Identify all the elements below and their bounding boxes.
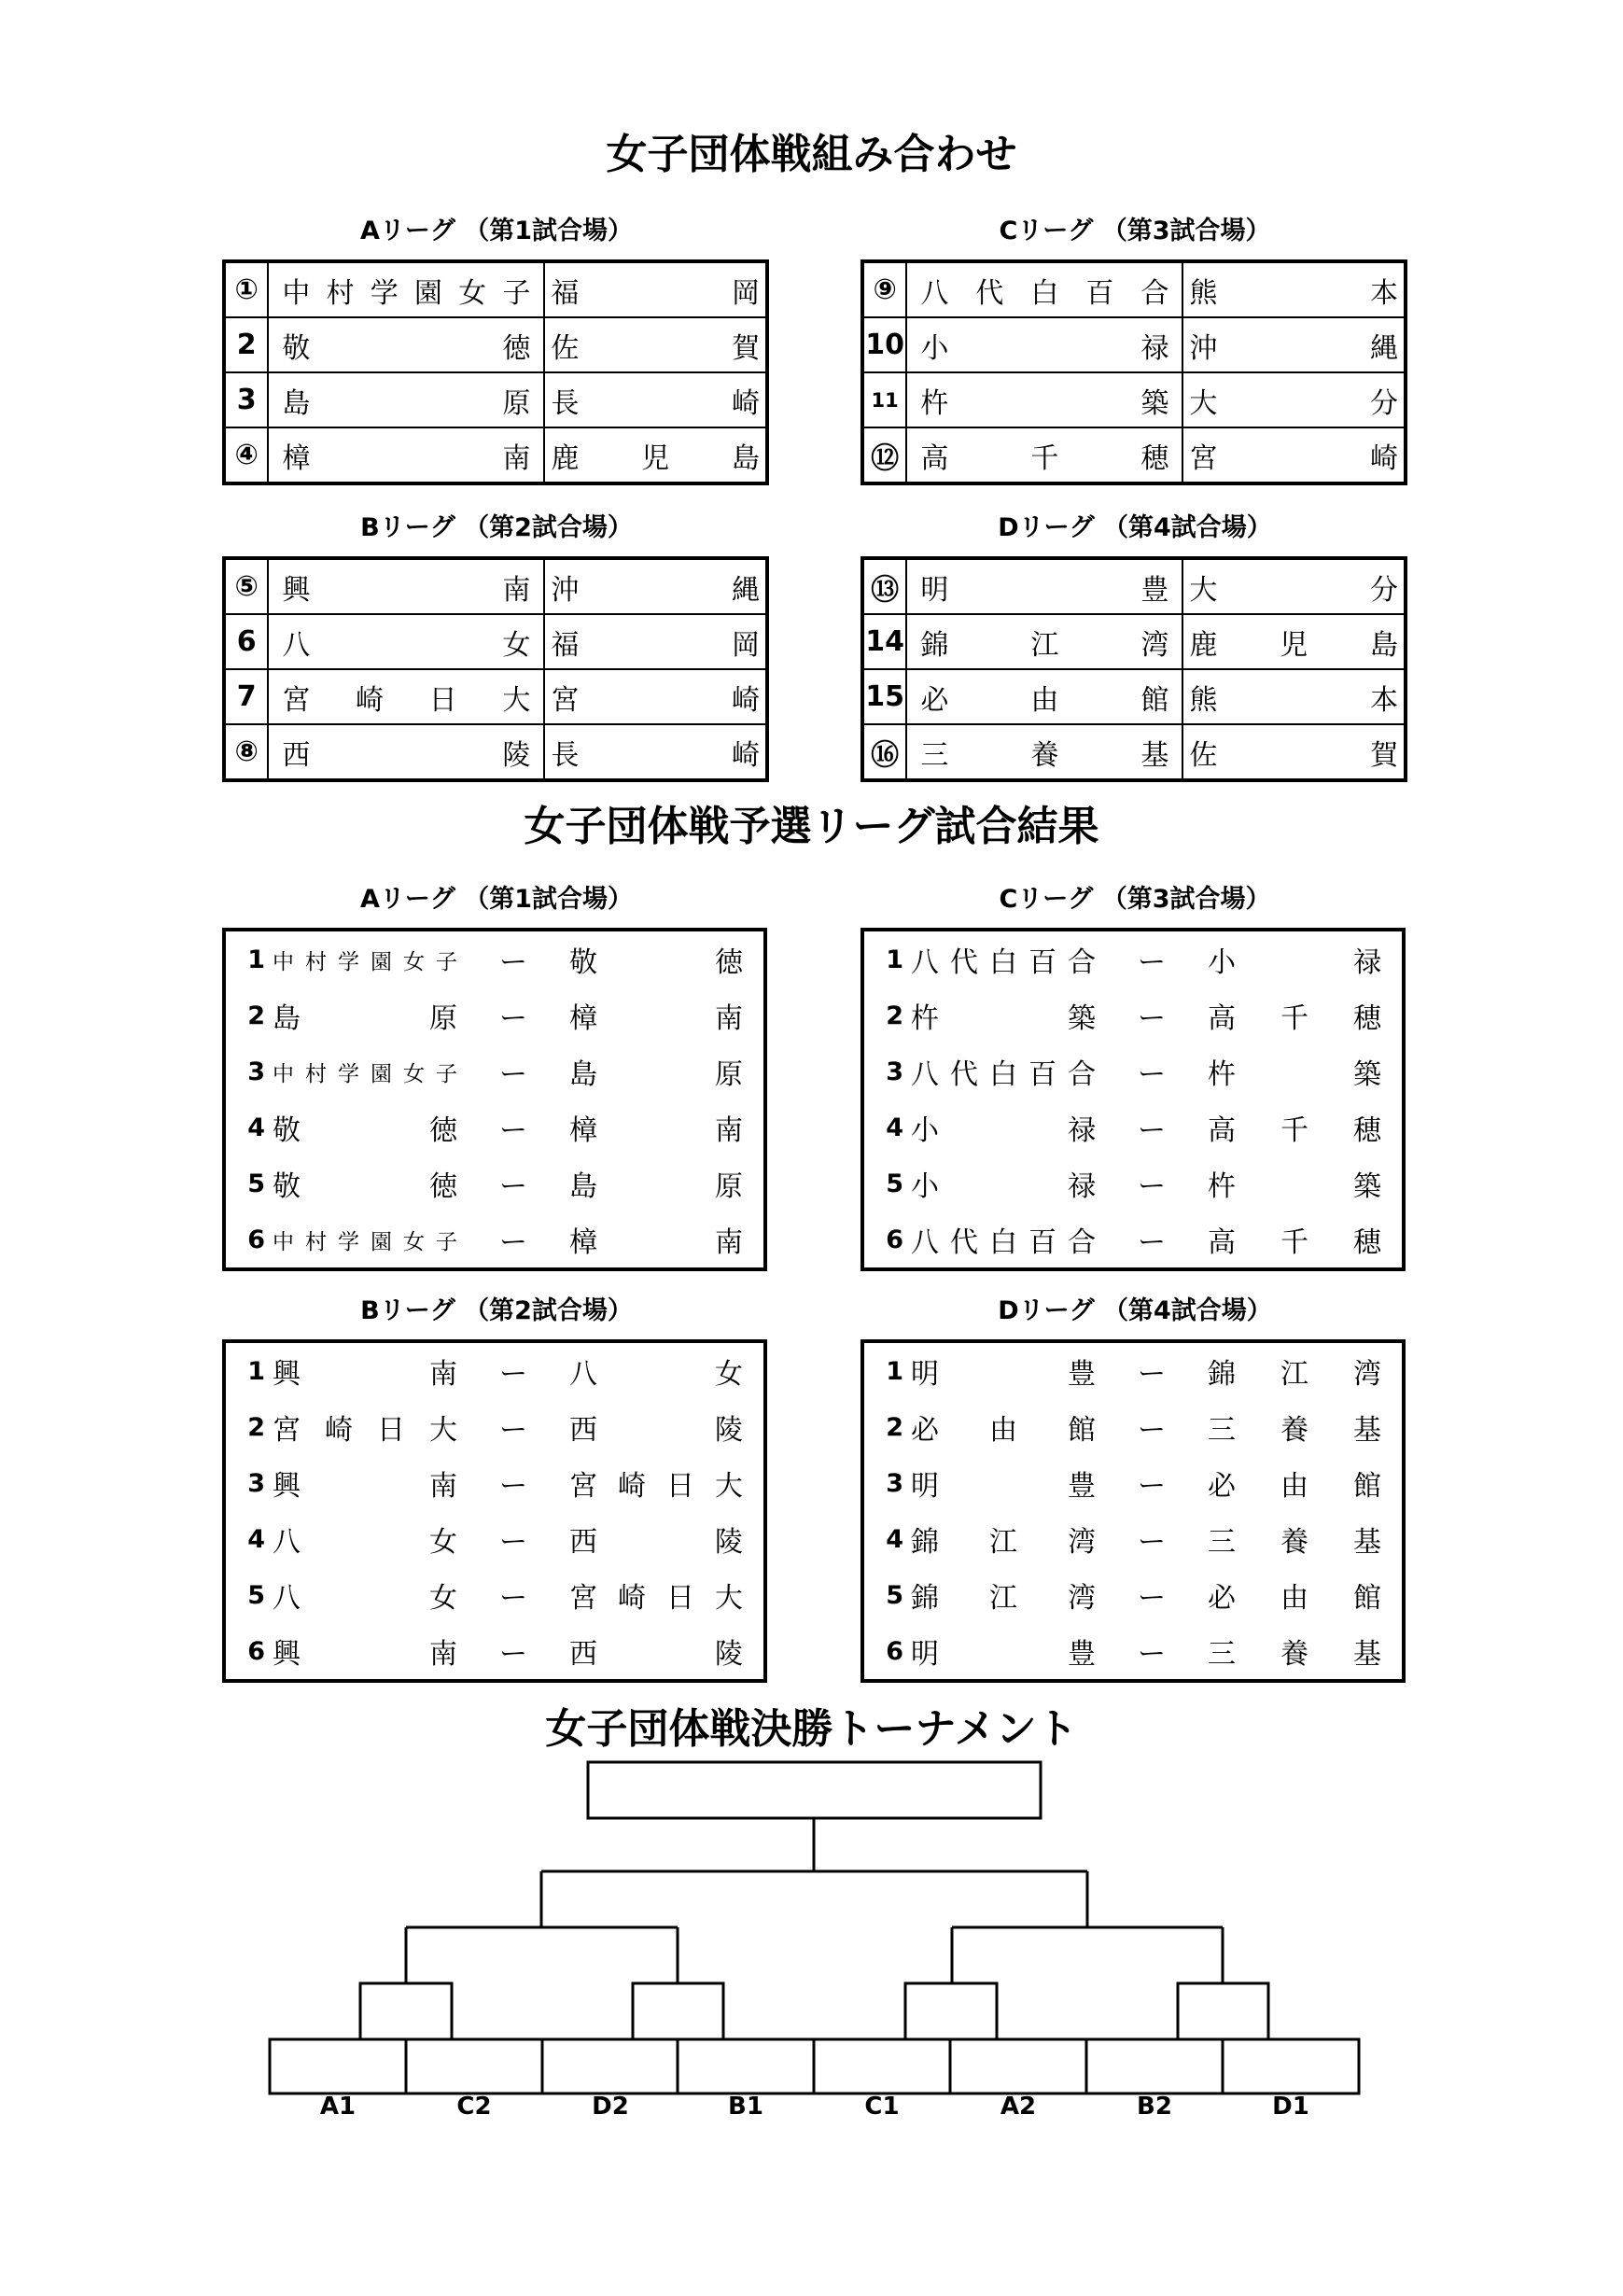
draw-row bbox=[862, 724, 1406, 780]
seed-label-d2: D2 bbox=[592, 2093, 629, 2121]
match-team-right: 必由館 bbox=[1208, 1582, 1381, 1615]
match-row bbox=[226, 1623, 763, 1679]
match-team-right: 杵築 bbox=[1208, 1170, 1381, 1203]
match-row bbox=[226, 1567, 763, 1623]
draw-row bbox=[224, 372, 767, 427]
match-row bbox=[864, 1211, 1402, 1267]
match-team-right: 西陵 bbox=[569, 1526, 743, 1559]
school-name: 宮崎日大 bbox=[268, 669, 544, 724]
match-number: 4 bbox=[247, 1524, 265, 1554]
match-team-right: 必由館 bbox=[1208, 1470, 1381, 1503]
draw-number: ① bbox=[224, 261, 268, 317]
draw-table-a bbox=[222, 259, 769, 485]
match-row bbox=[226, 1155, 763, 1211]
school-name: 八女 bbox=[268, 614, 544, 669]
match-dash: ー bbox=[499, 1414, 527, 1447]
match-dash: ー bbox=[499, 1638, 527, 1671]
school-name: 必由館 bbox=[906, 669, 1182, 724]
tournament-title: 女子団体戦決勝トーナメント bbox=[545, 1705, 1078, 1753]
draw-row bbox=[224, 317, 767, 372]
draw-caption-d: Dリーグ （第4試合場） bbox=[998, 513, 1272, 542]
draw-row bbox=[224, 261, 767, 317]
match-team-right: 小禄 bbox=[1208, 946, 1381, 979]
match-row bbox=[864, 931, 1402, 987]
match-number: 2 bbox=[247, 1001, 265, 1030]
match-team-left: 中村学園女子 bbox=[273, 949, 457, 974]
match-team-right: 島原 bbox=[569, 1170, 743, 1203]
match-row bbox=[226, 1343, 763, 1399]
match-dash: ー bbox=[1138, 1470, 1166, 1503]
draw-row bbox=[224, 669, 767, 724]
match-team-right: 樟南 bbox=[569, 1226, 743, 1259]
match-team-right: 敬徳 bbox=[569, 946, 743, 979]
match-number: 3 bbox=[247, 1468, 265, 1498]
match-dash: ー bbox=[1138, 1058, 1166, 1091]
seed-box-5 bbox=[814, 2039, 950, 2093]
school-name: 樟南 bbox=[268, 427, 544, 483]
match-number: 4 bbox=[886, 1113, 903, 1142]
seed-label-a2: A2 bbox=[1000, 2093, 1037, 2121]
match-dash: ー bbox=[1138, 1226, 1166, 1259]
draw-number: ⑯ bbox=[862, 724, 906, 780]
results-box-a bbox=[222, 928, 767, 1271]
match-number: 2 bbox=[886, 1001, 903, 1030]
draw-number: 10 bbox=[862, 317, 906, 372]
match-team-left: 敬徳 bbox=[273, 1114, 457, 1147]
match-row bbox=[226, 931, 763, 987]
match-dash: ー bbox=[1138, 1526, 1166, 1559]
prefecture-name: 宮崎 bbox=[1182, 427, 1406, 483]
match-dash: ー bbox=[1138, 1414, 1166, 1447]
semi-box-2 bbox=[633, 1983, 723, 2039]
match-number: 4 bbox=[247, 1113, 265, 1142]
draw-number: 15 bbox=[862, 669, 906, 724]
match-number: 4 bbox=[886, 1524, 903, 1554]
semi-box-4 bbox=[1178, 1983, 1268, 2039]
match-dash: ー bbox=[1138, 1582, 1166, 1615]
match-team-left: 杵築 bbox=[911, 1002, 1096, 1035]
draw-number: 3 bbox=[224, 372, 268, 427]
match-row bbox=[864, 1511, 1402, 1567]
match-number: 5 bbox=[886, 1580, 903, 1610]
match-dash: ー bbox=[499, 1114, 527, 1147]
draw-number: ⑫ bbox=[862, 427, 906, 483]
draw-number: ⑤ bbox=[224, 558, 268, 614]
draw-row bbox=[224, 724, 767, 780]
match-team-left: 明豊 bbox=[911, 1358, 1096, 1391]
match-team-left: 八代白百合 bbox=[911, 946, 1096, 979]
match-team-right: 高千穂 bbox=[1208, 1114, 1381, 1147]
match-team-left: 八代白百合 bbox=[911, 1226, 1096, 1259]
prefecture-name: 長崎 bbox=[544, 724, 767, 780]
match-row bbox=[226, 1399, 763, 1455]
match-team-left: 興南 bbox=[273, 1470, 457, 1503]
match-team-left: 島原 bbox=[273, 1002, 457, 1035]
match-team-left: 中村学園女子 bbox=[273, 1229, 457, 1254]
match-row bbox=[864, 1567, 1402, 1623]
seed-label-a1: A1 bbox=[319, 2093, 357, 2121]
match-dash: ー bbox=[499, 1470, 527, 1503]
semi-box-1 bbox=[360, 1983, 452, 2039]
match-number: 1 bbox=[886, 945, 903, 974]
match-dash: ー bbox=[499, 1226, 527, 1259]
school-name: 杵築 bbox=[906, 372, 1182, 427]
draw-row bbox=[862, 261, 1406, 317]
match-number: 5 bbox=[247, 1580, 265, 1610]
match-dash: ー bbox=[499, 946, 527, 979]
results-caption-b: Bリーグ （第2試合場） bbox=[360, 1296, 633, 1325]
prefecture-name: 宮崎 bbox=[544, 669, 767, 724]
match-row bbox=[864, 1043, 1402, 1099]
draw-number: 11 bbox=[862, 372, 906, 427]
match-number: 1 bbox=[247, 945, 265, 974]
match-row bbox=[226, 1511, 763, 1567]
match-row bbox=[864, 1399, 1402, 1455]
draw-caption-b: Bリーグ （第2試合場） bbox=[360, 513, 633, 542]
match-team-right: 高千穂 bbox=[1208, 1226, 1381, 1259]
results-caption-d: Dリーグ （第4試合場） bbox=[998, 1296, 1272, 1325]
match-dash: ー bbox=[499, 1170, 527, 1203]
match-team-left: 八女 bbox=[273, 1582, 457, 1615]
match-row bbox=[226, 987, 763, 1043]
match-team-left: 錦江湾 bbox=[911, 1582, 1096, 1615]
final-box bbox=[588, 1762, 1041, 1818]
draw-table-d bbox=[860, 556, 1407, 782]
draw-row bbox=[862, 558, 1406, 614]
match-dash: ー bbox=[1138, 946, 1166, 979]
match-team-right: 高千穂 bbox=[1208, 1002, 1381, 1035]
prefecture-name: 福岡 bbox=[544, 614, 767, 669]
match-team-right: 西陵 bbox=[569, 1414, 743, 1447]
match-number: 5 bbox=[886, 1169, 903, 1198]
match-team-left: 興南 bbox=[273, 1638, 457, 1671]
semi-box-3 bbox=[905, 1983, 997, 2039]
seed-box-7 bbox=[1086, 2039, 1223, 2093]
match-number: 6 bbox=[247, 1225, 265, 1254]
seed-box-1 bbox=[270, 2039, 406, 2093]
prefecture-name: 沖縄 bbox=[1182, 317, 1406, 372]
match-team-right: 八女 bbox=[569, 1358, 743, 1391]
seed-box-4 bbox=[678, 2039, 814, 2093]
match-team-left: 小禄 bbox=[911, 1114, 1096, 1147]
match-team-left: 敬徳 bbox=[273, 1170, 457, 1203]
match-number: 3 bbox=[886, 1057, 903, 1086]
prefecture-name: 熊本 bbox=[1182, 669, 1406, 724]
results-box-b bbox=[222, 1339, 767, 1683]
seed-box-6 bbox=[950, 2039, 1086, 2093]
match-dash: ー bbox=[499, 1526, 527, 1559]
school-name: 敬徳 bbox=[268, 317, 544, 372]
draw-row bbox=[862, 427, 1406, 483]
draw-number: 14 bbox=[862, 614, 906, 669]
school-name: 中村学園女子 bbox=[268, 261, 544, 317]
draw-number: ④ bbox=[224, 427, 268, 483]
match-dash: ー bbox=[499, 1058, 527, 1091]
draw-title: 女子団体戦組み合わせ bbox=[606, 131, 1017, 178]
match-row bbox=[864, 987, 1402, 1043]
draw-table-b bbox=[222, 556, 769, 782]
school-name: 島原 bbox=[268, 372, 544, 427]
seed-box-8 bbox=[1223, 2039, 1359, 2093]
match-dash: ー bbox=[1138, 1114, 1166, 1147]
school-name: 八代白百合 bbox=[906, 261, 1182, 317]
match-number: 6 bbox=[886, 1636, 903, 1666]
match-team-right: 島原 bbox=[569, 1058, 743, 1091]
match-row bbox=[864, 1155, 1402, 1211]
seed-box-2 bbox=[406, 2039, 542, 2093]
prefecture-name: 沖縄 bbox=[544, 558, 767, 614]
match-dash: ー bbox=[499, 1582, 527, 1615]
seed-box-3 bbox=[542, 2039, 678, 2093]
match-team-right: 錦江湾 bbox=[1208, 1358, 1381, 1391]
match-number: 2 bbox=[247, 1412, 265, 1442]
seed-label-b1: B1 bbox=[728, 2093, 763, 2121]
draw-number: 2 bbox=[224, 317, 268, 372]
draw-table-c bbox=[860, 259, 1407, 485]
match-team-left: 八女 bbox=[273, 1526, 457, 1559]
match-team-right: 三養基 bbox=[1208, 1526, 1381, 1559]
results-caption-c: Cリーグ （第3試合場） bbox=[999, 885, 1271, 914]
prefecture-name: 福岡 bbox=[544, 261, 767, 317]
match-team-left: 八代白百合 bbox=[911, 1058, 1096, 1091]
match-number: 3 bbox=[247, 1057, 265, 1086]
results-title: 女子団体戦予選リーグ試合結果 bbox=[524, 803, 1099, 850]
draw-number: 6 bbox=[224, 614, 268, 669]
match-number: 2 bbox=[886, 1412, 903, 1442]
school-name: 錦江湾 bbox=[906, 614, 1182, 669]
prefecture-name: 大分 bbox=[1182, 372, 1406, 427]
match-team-right: 宮崎日大 bbox=[569, 1470, 743, 1503]
match-team-right: 西陵 bbox=[569, 1638, 743, 1671]
match-team-left: 明豊 bbox=[911, 1470, 1096, 1503]
match-dash: ー bbox=[499, 1002, 527, 1035]
match-number: 1 bbox=[247, 1356, 265, 1386]
match-number: 3 bbox=[886, 1468, 903, 1498]
prefecture-name: 長崎 bbox=[544, 372, 767, 427]
match-number: 5 bbox=[247, 1169, 265, 1198]
match-team-left: 錦江湾 bbox=[911, 1526, 1096, 1559]
match-row bbox=[864, 1099, 1402, 1155]
match-number: 1 bbox=[886, 1356, 903, 1386]
match-team-right: 樟南 bbox=[569, 1002, 743, 1035]
draw-row bbox=[862, 372, 1406, 427]
match-team-left: 興南 bbox=[273, 1358, 457, 1391]
match-row bbox=[864, 1343, 1402, 1399]
prefecture-name: 大分 bbox=[1182, 558, 1406, 614]
school-name: 興南 bbox=[268, 558, 544, 614]
match-row bbox=[226, 1099, 763, 1155]
match-number: 6 bbox=[886, 1225, 903, 1254]
draw-row bbox=[224, 558, 767, 614]
prefecture-name: 鹿児島 bbox=[544, 427, 767, 483]
school-name: 西陵 bbox=[268, 724, 544, 780]
match-row bbox=[864, 1623, 1402, 1679]
prefecture-name: 佐賀 bbox=[544, 317, 767, 372]
match-dash: ー bbox=[1138, 1358, 1166, 1391]
match-team-left: 小禄 bbox=[911, 1170, 1096, 1203]
match-dash: ー bbox=[1138, 1170, 1166, 1203]
draw-number: ⑬ bbox=[862, 558, 906, 614]
prefecture-name: 佐賀 bbox=[1182, 724, 1406, 780]
match-dash: ー bbox=[1138, 1638, 1166, 1671]
draw-row bbox=[862, 669, 1406, 724]
match-team-right: 杵築 bbox=[1208, 1058, 1381, 1091]
draw-caption-c: Cリーグ （第3試合場） bbox=[999, 217, 1271, 245]
school-name: 三養基 bbox=[906, 724, 1182, 780]
seed-label-d1: D1 bbox=[1272, 2093, 1309, 2121]
draw-row bbox=[862, 614, 1406, 669]
results-box-c bbox=[860, 928, 1406, 1271]
match-team-right: 宮崎日大 bbox=[569, 1582, 743, 1615]
school-name: 明豊 bbox=[906, 558, 1182, 614]
draw-number: 7 bbox=[224, 669, 268, 724]
match-team-left: 中村学園女子 bbox=[273, 1061, 457, 1086]
seed-label-b2: B2 bbox=[1137, 2093, 1172, 2121]
match-team-left: 必由館 bbox=[911, 1414, 1096, 1447]
seed-label-c2: C2 bbox=[456, 2093, 492, 2121]
match-dash: ー bbox=[1138, 1002, 1166, 1035]
match-team-left: 宮崎日大 bbox=[273, 1414, 457, 1447]
prefecture-name: 熊本 bbox=[1182, 261, 1406, 317]
match-dash: ー bbox=[499, 1358, 527, 1391]
seed-label-c1: C1 bbox=[864, 2093, 900, 2121]
draw-row bbox=[862, 317, 1406, 372]
match-team-right: 三養基 bbox=[1208, 1414, 1381, 1447]
match-team-right: 三養基 bbox=[1208, 1638, 1381, 1671]
school-name: 小禄 bbox=[906, 317, 1182, 372]
results-caption-a: Aリーグ （第1試合場） bbox=[359, 885, 634, 914]
draw-number: ⑨ bbox=[862, 261, 906, 317]
school-name: 高千穂 bbox=[906, 427, 1182, 483]
match-number: 6 bbox=[247, 1636, 265, 1666]
results-box-d bbox=[860, 1339, 1406, 1683]
match-row bbox=[226, 1043, 763, 1099]
match-row bbox=[864, 1455, 1402, 1511]
draw-row bbox=[224, 427, 767, 483]
draw-number: ⑧ bbox=[224, 724, 268, 780]
match-team-right: 樟南 bbox=[569, 1114, 743, 1147]
match-row bbox=[226, 1455, 763, 1511]
draw-row bbox=[224, 614, 767, 669]
prefecture-name: 鹿児島 bbox=[1182, 614, 1406, 669]
match-team-left: 明豊 bbox=[911, 1638, 1096, 1671]
match-row bbox=[226, 1211, 763, 1267]
draw-caption-a: Aリーグ （第1試合場） bbox=[359, 217, 634, 245]
